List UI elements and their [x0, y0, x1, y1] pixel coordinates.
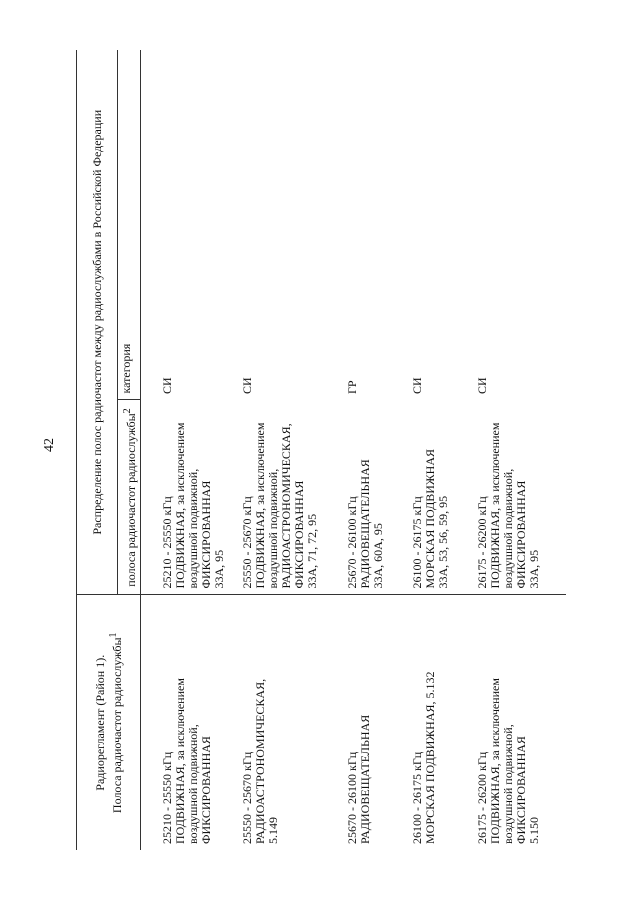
cell-line: ПОДВИЖНАЯ, за исключением: [173, 678, 187, 844]
cell-line: воздушной подвижной,: [501, 468, 515, 589]
cell-line: ПОДВИЖНАЯ, за исключением: [488, 422, 502, 589]
category-cell: СИ: [240, 377, 254, 394]
cell-line: 33А, 60А, 95: [371, 523, 385, 589]
cell-line: 5.149: [266, 817, 280, 844]
footnote-mark-1: 1: [107, 632, 119, 638]
rr-band-cell: [474, 595, 566, 850]
cell-line: 33А, 95: [527, 549, 541, 589]
cell-line: ФИКСИРОВАННАЯ: [199, 480, 213, 589]
cell-line: МОРСКАЯ ПОДВИЖНАЯ, 5.132: [423, 671, 437, 844]
cell-line: воздушной подвижной,: [186, 724, 200, 844]
cell-line: 26175 - 26200 кГц: [475, 751, 489, 844]
rf-band-cell: [239, 400, 344, 595]
cell-line: ПОДВИЖНАЯ, за исключением: [253, 422, 267, 589]
cell-line: РАДИОАСТРОНОМИЧЕСКАЯ,: [253, 678, 267, 844]
cell-line: 33А, 95: [212, 549, 226, 589]
rr-band-cell: [239, 595, 344, 850]
cell-line: 25670 - 26100 кГц: [345, 496, 359, 589]
rr-band-cell: [409, 595, 474, 850]
cell-line: ФИКСИРОВАННАЯ: [199, 736, 213, 844]
cell-line: ФИКСИРОВАННАЯ: [514, 736, 528, 844]
cell-line: ПОДВИЖНАЯ, за исключением: [173, 422, 187, 589]
header-col1-title: Радиорегламент (Район 1).: [92, 654, 107, 791]
cell-line: МОРСКАЯ ПОДВИЖНАЯ: [423, 448, 437, 589]
footnote-mark-2: 2: [121, 408, 133, 414]
cell-line: 33А, 53, 56, 59, 95: [436, 495, 450, 589]
allocation-table: [76, 50, 566, 850]
cell-line: 33А, 71, 72, 95: [305, 513, 319, 589]
cell-line: 5.150: [527, 817, 541, 844]
cell-line: РАДИОВЕЩАТЕЛЬНАЯ: [358, 459, 372, 589]
cell-line: 25210 - 25550 кГц: [160, 751, 174, 844]
cell-line: РАДИОАСТРОНОМИЧЕСКАЯ,: [279, 423, 293, 589]
cell-line: воздушной подвижной,: [186, 468, 200, 589]
rf-band-cell: [409, 400, 474, 595]
cell-line: 26100 - 26175 кГц: [410, 496, 424, 589]
table-row: [409, 50, 474, 850]
rf-band-cell: [159, 400, 239, 595]
cell-line: ФИКСИРОВАННАЯ: [292, 480, 306, 589]
cell-line: 25550 - 25670 кГц: [240, 751, 254, 844]
table-row: [159, 50, 239, 850]
table-row: [474, 50, 566, 850]
cell-line: 25210 - 25550 кГц: [160, 496, 174, 589]
header-row-1: [77, 50, 118, 850]
header-band: полоса радиочастот радиослужбы$^2$: [118, 400, 141, 595]
table-row: [239, 50, 344, 850]
category-cell: СИ: [160, 377, 174, 394]
rr-band-cell: [159, 595, 239, 850]
rf-band-cell: [344, 400, 409, 595]
cell-line: ФИКСИРОВАННАЯ: [514, 480, 528, 589]
rotated-table-container: [76, 50, 606, 850]
cell-line: 26175 - 26200 кГц: [475, 496, 489, 589]
page-number: 42: [42, 438, 57, 452]
cell-line: 25670 - 26100 кГц: [345, 751, 359, 844]
cell-line: ПОДВИЖНАЯ, за исключением: [488, 678, 502, 844]
header-col1-subtitle: Полоса радиочастот радиослужбы$^1$: [107, 632, 124, 814]
cell-line: воздушной подвижной,: [501, 724, 515, 844]
table-body: [159, 50, 566, 850]
cell-line: 26100 - 26175 кГц: [410, 751, 424, 844]
rf-band-cell: [474, 400, 566, 595]
cell-line: воздушной подвижной,: [266, 468, 280, 589]
category-cell: СИ: [410, 377, 424, 394]
category-cell: ГР: [345, 380, 359, 394]
table-row: [344, 50, 409, 850]
header-col2: Распределение полос радиочастот между радиослужбами в Российской Федерации: [77, 50, 118, 595]
header-category: категория: [118, 50, 141, 400]
cell-line: РАДИОВЕЩАТЕЛЬНАЯ: [358, 714, 372, 844]
header-col1: [77, 595, 141, 850]
category-cell: СИ: [475, 377, 489, 394]
cell-line: 25550 - 25670 кГц: [240, 496, 254, 589]
rr-band-cell: [344, 595, 409, 850]
